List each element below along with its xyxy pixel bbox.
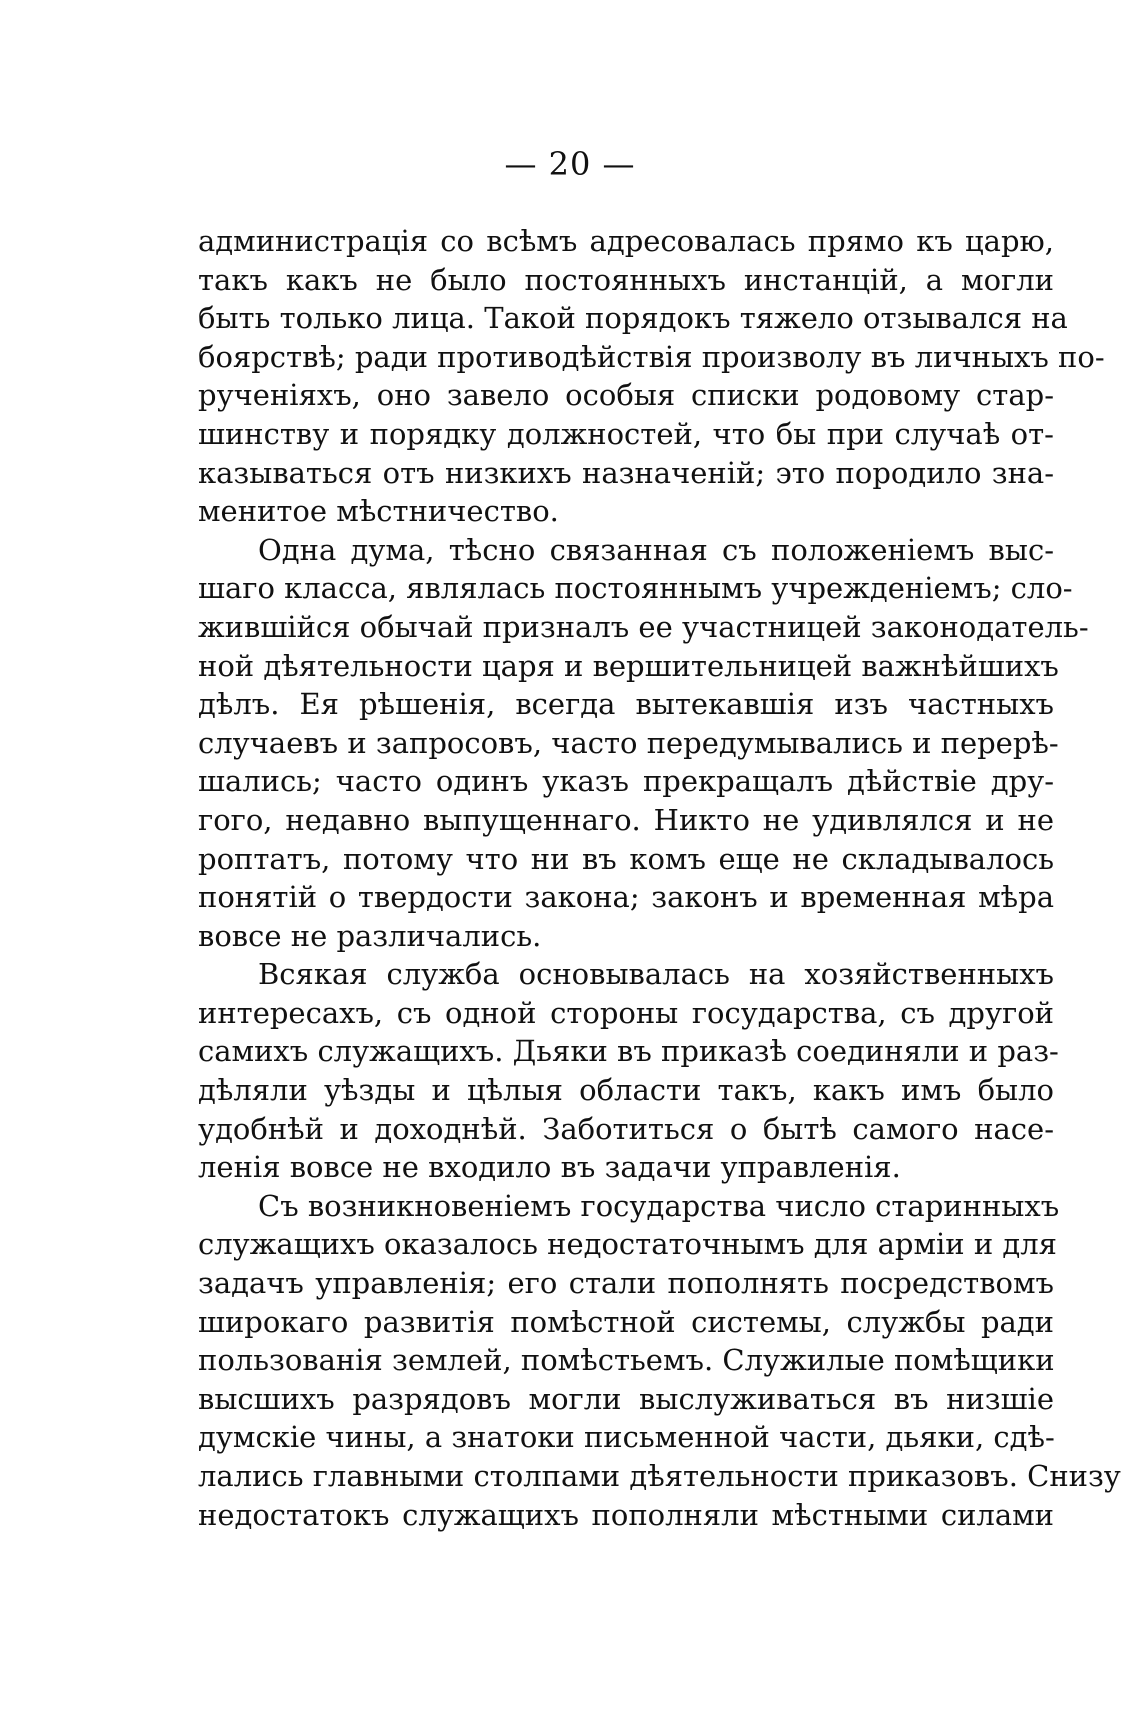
text-line: думскіе чины, а знатоки письменной части, дьяки, сдѣ-	[198, 1420, 1055, 1455]
text-line: Всякая служба основывалась на хозяйственныхъ	[258, 957, 1054, 992]
text-line: задачъ управленія; его стали пополнять посредствомъ	[198, 1266, 1054, 1301]
text-line: роптатъ, потому что ни въ комъ еще не складывалось	[198, 841, 1054, 876]
text-line: пользованія землей, помѣстьемъ. Служилые помѣщики	[198, 1343, 1055, 1378]
text-line: рученіяхъ, оно завело особыя списки родовому стар-	[198, 378, 1054, 413]
text-line: шались; часто одинъ указъ прекращалъ дѣйствіе дру-	[198, 764, 1054, 799]
text-line: случаевъ и запросовъ, часто передумывались и перерѣ-	[198, 725, 1059, 760]
text-line: шинству и порядку должностей, что бы при случаѣ от-	[198, 416, 1054, 451]
text-line: боярствѣ; ради противодѣйствія произволу въ личныхъ по-	[198, 339, 1105, 374]
text-line: казываться отъ низкихъ назначеній; это породило зна-	[198, 455, 1054, 490]
text-line: интересахъ, съ одной стороны государства, съ другой	[198, 995, 1054, 1030]
text-line: недостатокъ служащихъ пополняли мѣстными силами	[198, 1497, 1054, 1532]
text-line: менитое мѣстничество.	[198, 494, 559, 529]
text-line: Одна дума, тѣсно связанная съ положеніемъ выс-	[258, 532, 1054, 567]
text-line: быть только лица. Такой порядокъ тяжело отзывался на	[198, 301, 1068, 336]
text-line: шаго класса, являлась постояннымъ учрежденіемъ; сло-	[198, 571, 1073, 606]
text-line: широкаго развитія помѣстной системы, службы ради	[198, 1304, 1054, 1339]
text-line: дѣлъ. Ея рѣшенія, всегда вытекавшія изъ частныхъ	[198, 687, 1054, 722]
text-line: удобнѣй и доходнѣй. Заботиться о бытѣ самого насе-	[198, 1111, 1054, 1146]
text-line: Съ возникновеніемъ государства число старинныхъ	[258, 1188, 1060, 1223]
text-line: высшихъ разрядовъ могли выслуживаться въ низшіе	[198, 1381, 1054, 1416]
body-text	[198, 222, 1121, 1534]
text-line: служащихъ оказалось недостаточнымъ для арміи и для	[198, 1227, 1057, 1262]
text-line: самихъ служащихъ. Дьяки въ приказѣ соединяли и раз-	[198, 1034, 1059, 1069]
text-line: ной дѣятельности царя и вершительницей важнѣйшихъ	[198, 648, 1059, 683]
text-line: понятій о твердости закона; законъ и временная мѣра	[198, 880, 1054, 915]
text-line: жившійся обычай призналъ ее участницей законодатель-	[198, 609, 1089, 644]
text-line: такъ какъ не было постоянныхъ инстанцій, а могли	[198, 262, 1054, 297]
text-line: вовсе не различались.	[198, 918, 542, 953]
text-line: лались главными столпами дѣятельности приказовъ. Снизу	[198, 1459, 1121, 1493]
text-line: гого, недавно выпущеннаго. Никто не удивлялся и не	[198, 802, 1054, 837]
text-line: ленія вовсе не входило въ задачи управленія.	[198, 1150, 901, 1185]
page-number: — 20 —	[504, 145, 636, 183]
text-line: дѣляли уѣзды и цѣлыя области такъ, какъ имъ было	[198, 1073, 1054, 1108]
text-line: администрація со всѣмъ адресовалась прямо къ царю,	[198, 224, 1054, 258]
